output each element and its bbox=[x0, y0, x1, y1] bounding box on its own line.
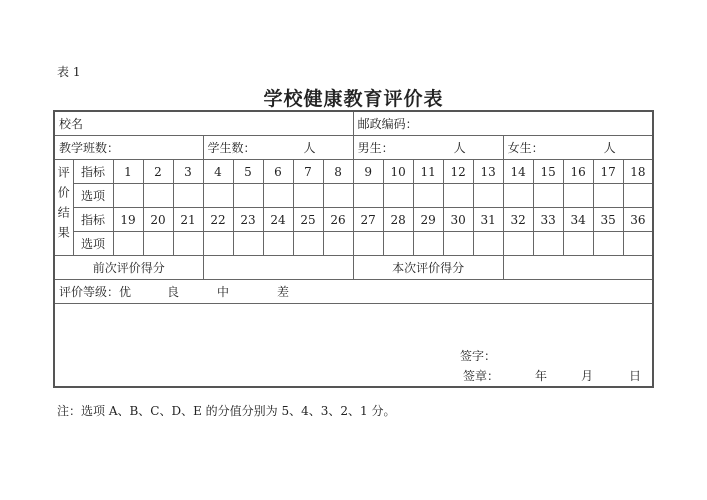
result-label: 评价结果 bbox=[56, 166, 71, 246]
indicator-number: 13 bbox=[473, 160, 503, 184]
option-cell[interactable] bbox=[503, 184, 533, 208]
option-cell[interactable] bbox=[293, 232, 323, 256]
current-score-label: 本次评价得分 bbox=[353, 256, 503, 280]
indicator-number: 26 bbox=[323, 208, 353, 232]
indicator-number: 8 bbox=[323, 160, 353, 184]
option-cell[interactable] bbox=[143, 232, 173, 256]
previous-score-label: 前次评价得分 bbox=[54, 256, 203, 280]
option-cell[interactable] bbox=[173, 232, 203, 256]
day-label: 日 bbox=[629, 369, 642, 383]
student-count-label: 学生数： bbox=[207, 141, 256, 155]
current-score-field[interactable] bbox=[503, 256, 653, 280]
indicator-number: 34 bbox=[563, 208, 593, 232]
option-cell[interactable] bbox=[503, 232, 533, 256]
grade-good[interactable]: 良 bbox=[167, 285, 180, 299]
option-cell[interactable] bbox=[353, 184, 383, 208]
male-label: 男生： bbox=[357, 141, 394, 155]
grade-label: 评价等级： bbox=[59, 285, 120, 299]
female-label: 女生： bbox=[507, 141, 544, 155]
indicator-number: 20 bbox=[143, 208, 173, 232]
grade-average[interactable]: 中 bbox=[217, 285, 230, 299]
option-cell[interactable] bbox=[173, 184, 203, 208]
indicator-number: 11 bbox=[413, 160, 443, 184]
option-cell[interactable] bbox=[623, 232, 653, 256]
indicator-number: 3 bbox=[173, 160, 203, 184]
indicator-number: 36 bbox=[623, 208, 653, 232]
indicator-number: 21 bbox=[173, 208, 203, 232]
indicator-number: 2 bbox=[143, 160, 173, 184]
year-label: 年 bbox=[535, 369, 548, 383]
indicator-label: 指标 bbox=[73, 208, 113, 232]
option-label: 选项 bbox=[73, 184, 113, 208]
previous-score-field[interactable] bbox=[203, 256, 353, 280]
option-cell[interactable] bbox=[473, 184, 503, 208]
indicator-number: 7 bbox=[293, 160, 323, 184]
indicator-number: 15 bbox=[533, 160, 563, 184]
option-cell[interactable] bbox=[593, 232, 623, 256]
indicator-number: 27 bbox=[353, 208, 383, 232]
indicator-number: 28 bbox=[383, 208, 413, 232]
indicator-number: 9 bbox=[353, 160, 383, 184]
grade-row bbox=[54, 280, 653, 304]
option-cell[interactable] bbox=[563, 184, 593, 208]
indicator-number: 19 bbox=[113, 208, 143, 232]
indicator-label: 指标 bbox=[73, 160, 113, 184]
option-cell[interactable] bbox=[443, 232, 473, 256]
indicator-number: 10 bbox=[383, 160, 413, 184]
option-cell[interactable] bbox=[533, 232, 563, 256]
indicator-row-1 bbox=[54, 160, 653, 184]
indicator-number: 24 bbox=[263, 208, 293, 232]
option-cell[interactable] bbox=[533, 184, 563, 208]
evaluation-form-table bbox=[53, 110, 654, 388]
female-count-field[interactable] bbox=[503, 136, 653, 160]
indicator-number: 25 bbox=[293, 208, 323, 232]
option-cell[interactable] bbox=[593, 184, 623, 208]
option-cell[interactable] bbox=[203, 184, 233, 208]
option-cell[interactable] bbox=[443, 184, 473, 208]
indicator-row-2 bbox=[54, 208, 653, 232]
unit: 人 bbox=[303, 141, 316, 155]
option-cell[interactable] bbox=[113, 184, 143, 208]
option-cell[interactable] bbox=[383, 184, 413, 208]
option-cell[interactable] bbox=[263, 232, 293, 256]
school-name-field[interactable]: 校名 bbox=[54, 111, 353, 136]
option-cell[interactable] bbox=[413, 232, 443, 256]
counts-row bbox=[54, 136, 653, 160]
option-cell[interactable] bbox=[413, 184, 443, 208]
score-row bbox=[54, 256, 653, 280]
footnote: 注：选项 A、B、C、D、E 的分值分别为 5、4、3、2、1 分。 bbox=[57, 404, 396, 418]
option-cell[interactable] bbox=[203, 232, 233, 256]
indicator-number: 31 bbox=[473, 208, 503, 232]
indicator-number: 30 bbox=[443, 208, 473, 232]
indicator-number: 35 bbox=[593, 208, 623, 232]
option-cell[interactable] bbox=[563, 232, 593, 256]
table-number: 表 1 bbox=[57, 65, 81, 79]
indicator-number: 4 bbox=[203, 160, 233, 184]
result-label-cell bbox=[54, 160, 73, 256]
option-cell[interactable] bbox=[263, 184, 293, 208]
indicator-number: 33 bbox=[533, 208, 563, 232]
indicator-number: 18 bbox=[623, 160, 653, 184]
unit: 人 bbox=[453, 141, 466, 155]
option-cell[interactable] bbox=[473, 232, 503, 256]
male-count-field[interactable] bbox=[353, 136, 503, 160]
indicator-number: 32 bbox=[503, 208, 533, 232]
indicator-number: 29 bbox=[413, 208, 443, 232]
option-row-2 bbox=[54, 232, 653, 256]
signature-area[interactable] bbox=[54, 304, 653, 388]
indicator-number: 16 bbox=[563, 160, 593, 184]
unit: 人 bbox=[603, 141, 616, 155]
indicator-number: 6 bbox=[263, 160, 293, 184]
signature-row bbox=[54, 304, 653, 388]
option-cell[interactable] bbox=[293, 184, 323, 208]
signature-label: 签字： bbox=[460, 349, 497, 363]
indicator-number: 22 bbox=[203, 208, 233, 232]
grade-poor[interactable]: 差 bbox=[277, 285, 290, 299]
month-label: 月 bbox=[581, 369, 594, 383]
page-title: 学校健康教育评价表 bbox=[263, 88, 444, 110]
student-count-field[interactable] bbox=[203, 136, 353, 160]
postal-code-field[interactable]: 邮政编码： bbox=[353, 111, 653, 136]
indicator-number: 12 bbox=[443, 160, 473, 184]
option-row-1 bbox=[54, 184, 653, 208]
option-cell[interactable] bbox=[323, 232, 353, 256]
option-cell[interactable] bbox=[623, 184, 653, 208]
grade-excellent[interactable]: 优 bbox=[119, 285, 132, 299]
option-cell[interactable] bbox=[233, 184, 263, 208]
option-label: 选项 bbox=[73, 232, 113, 256]
indicator-number: 5 bbox=[233, 160, 263, 184]
school-row bbox=[54, 111, 653, 136]
option-cell[interactable] bbox=[323, 184, 353, 208]
option-cell[interactable] bbox=[233, 232, 263, 256]
seal-label: 签章： bbox=[463, 369, 500, 383]
indicator-number: 1 bbox=[113, 160, 143, 184]
class-count-field[interactable]: 教学班数： bbox=[54, 136, 203, 160]
indicator-number: 17 bbox=[593, 160, 623, 184]
option-cell[interactable] bbox=[353, 232, 383, 256]
option-cell[interactable] bbox=[383, 232, 413, 256]
option-cell[interactable] bbox=[113, 232, 143, 256]
indicator-number: 23 bbox=[233, 208, 263, 232]
option-cell[interactable] bbox=[143, 184, 173, 208]
grade-field[interactable] bbox=[54, 280, 653, 304]
indicator-number: 14 bbox=[503, 160, 533, 184]
